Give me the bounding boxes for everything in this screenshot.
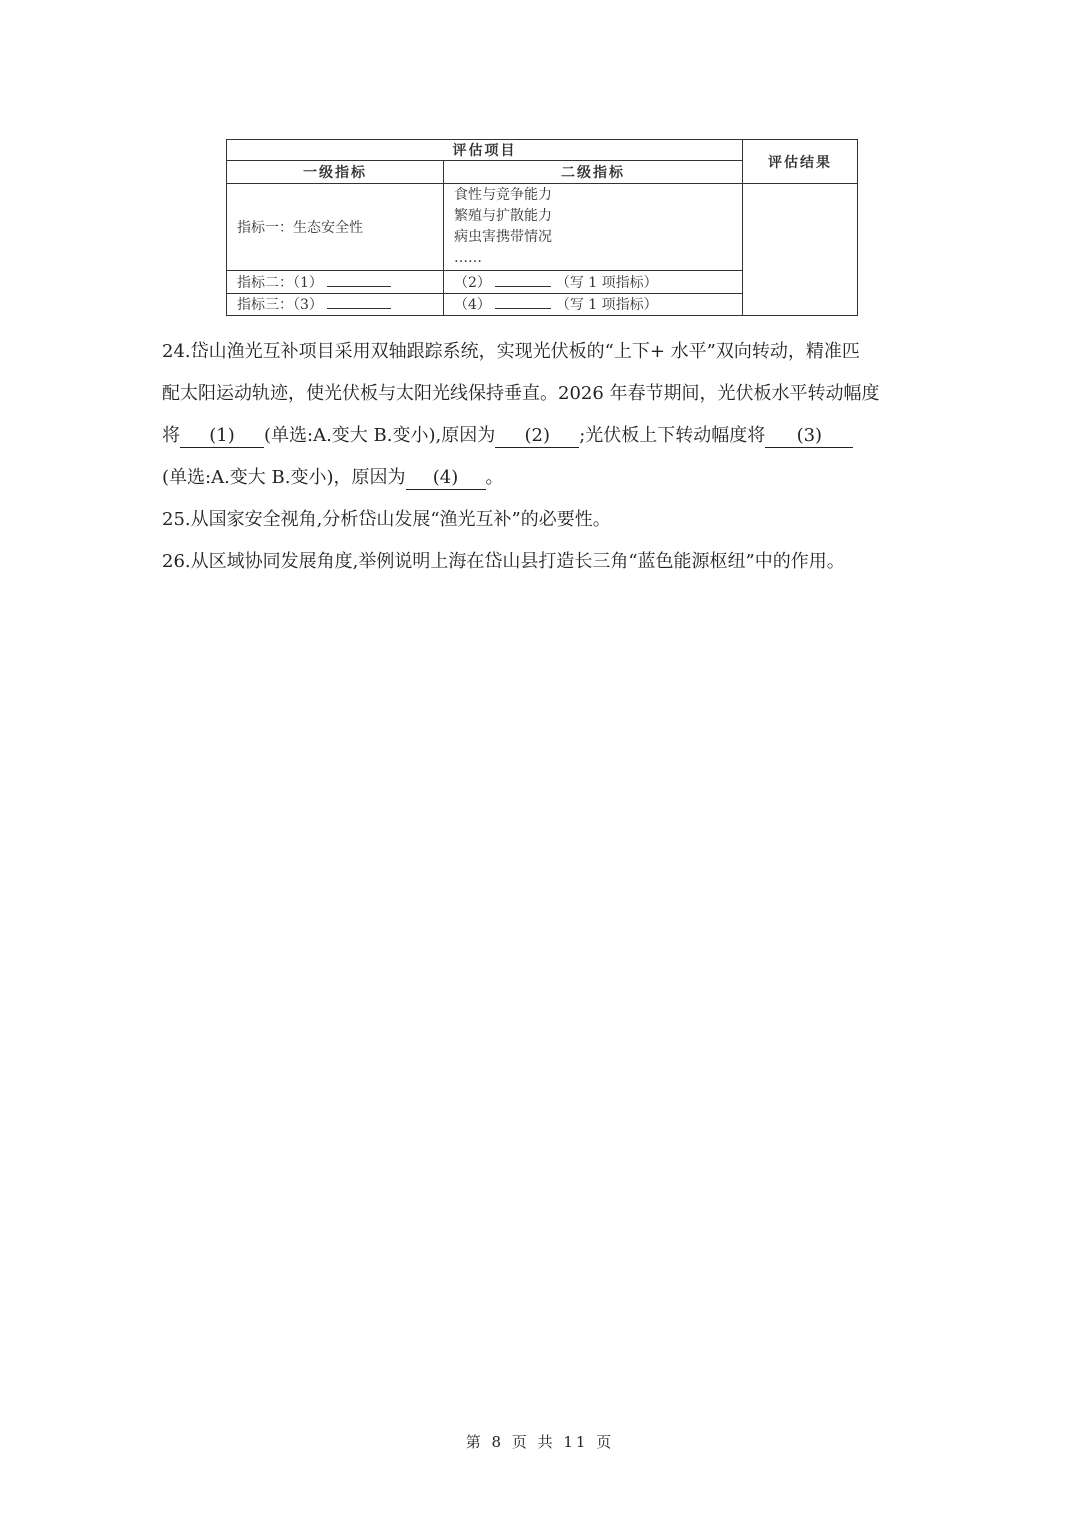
eval-result-header: 评估结果 bbox=[743, 140, 858, 184]
blank-line bbox=[495, 272, 551, 287]
answer-blank-1: (1) bbox=[180, 425, 264, 448]
q24-line4 bbox=[162, 457, 922, 499]
answer-blank-4: (4) bbox=[406, 467, 486, 490]
q24-text: 。 bbox=[485, 467, 504, 488]
evaluation-table bbox=[226, 139, 858, 316]
level2-row2-prefix: （2） bbox=[454, 275, 491, 292]
level2-item: 病虫害携带情况 bbox=[454, 229, 552, 246]
q24-line1: 24.岱山渔光互补项目采用双轴跟踪系统，实现光伏板的“上下+ 水平”双向转动，精准匹 bbox=[162, 341, 860, 362]
level2-list bbox=[444, 184, 743, 271]
q24-line3 bbox=[162, 415, 922, 457]
level2-row3-suffix: （写 1 项指标） bbox=[555, 297, 658, 314]
level1-row3 bbox=[227, 293, 444, 315]
q24-line2: 配太阳运动轨迹，使光伏板与太阳光线保持垂直。2026 年春节期间，光伏板水平转动幅度 bbox=[162, 383, 880, 404]
blank-line bbox=[495, 294, 551, 309]
level2-row2-suffix: （写 1 项指标） bbox=[555, 275, 658, 292]
level2-row3-prefix: （4） bbox=[454, 297, 491, 314]
level2-item: …… bbox=[454, 250, 482, 267]
level1-header: 一级指标 bbox=[227, 161, 444, 184]
q24-text: ;光伏板上下转动幅度将 bbox=[579, 425, 766, 446]
question-24 bbox=[162, 331, 922, 499]
level2-header: 二级指标 bbox=[444, 161, 743, 184]
question-25: 25.从国家安全视角,分析岱山发展“渔光互补”的必要性。 bbox=[162, 509, 611, 530]
level1-row2 bbox=[227, 271, 444, 293]
eval-result-cell bbox=[743, 184, 858, 316]
q24-text: (单选:A.变大 B.变小),原因为 bbox=[264, 425, 496, 446]
level2-row3 bbox=[444, 293, 743, 315]
eval-items-header: 评估项目 bbox=[227, 140, 743, 161]
level2-item: 繁殖与扩散能力 bbox=[454, 208, 552, 225]
level1-row2-label: 指标二：（1） bbox=[237, 275, 323, 292]
blank-line bbox=[327, 272, 391, 287]
level2-item: 食性与竞争能力 bbox=[454, 187, 552, 204]
page-footer: 第 8 页 共 11 页 bbox=[465, 1433, 615, 1451]
blank-line bbox=[327, 294, 391, 309]
answer-blank-2: (2) bbox=[495, 425, 579, 448]
answer-blank-3: (3) bbox=[765, 425, 853, 448]
q24-text: (单选:A.变大 B.变小)，原因为 bbox=[162, 467, 406, 488]
level1-ecological-safety: 指标一：生态安全性 bbox=[227, 184, 444, 271]
level2-row2 bbox=[444, 271, 743, 293]
question-26: 26.从区域协同发展角度,举例说明上海在岱山县打造长三角“蓝色能源枢纽”中的作用。 bbox=[162, 551, 845, 572]
level1-row3-label: 指标三：（3） bbox=[237, 297, 323, 314]
q24-text: 将 bbox=[162, 425, 180, 446]
